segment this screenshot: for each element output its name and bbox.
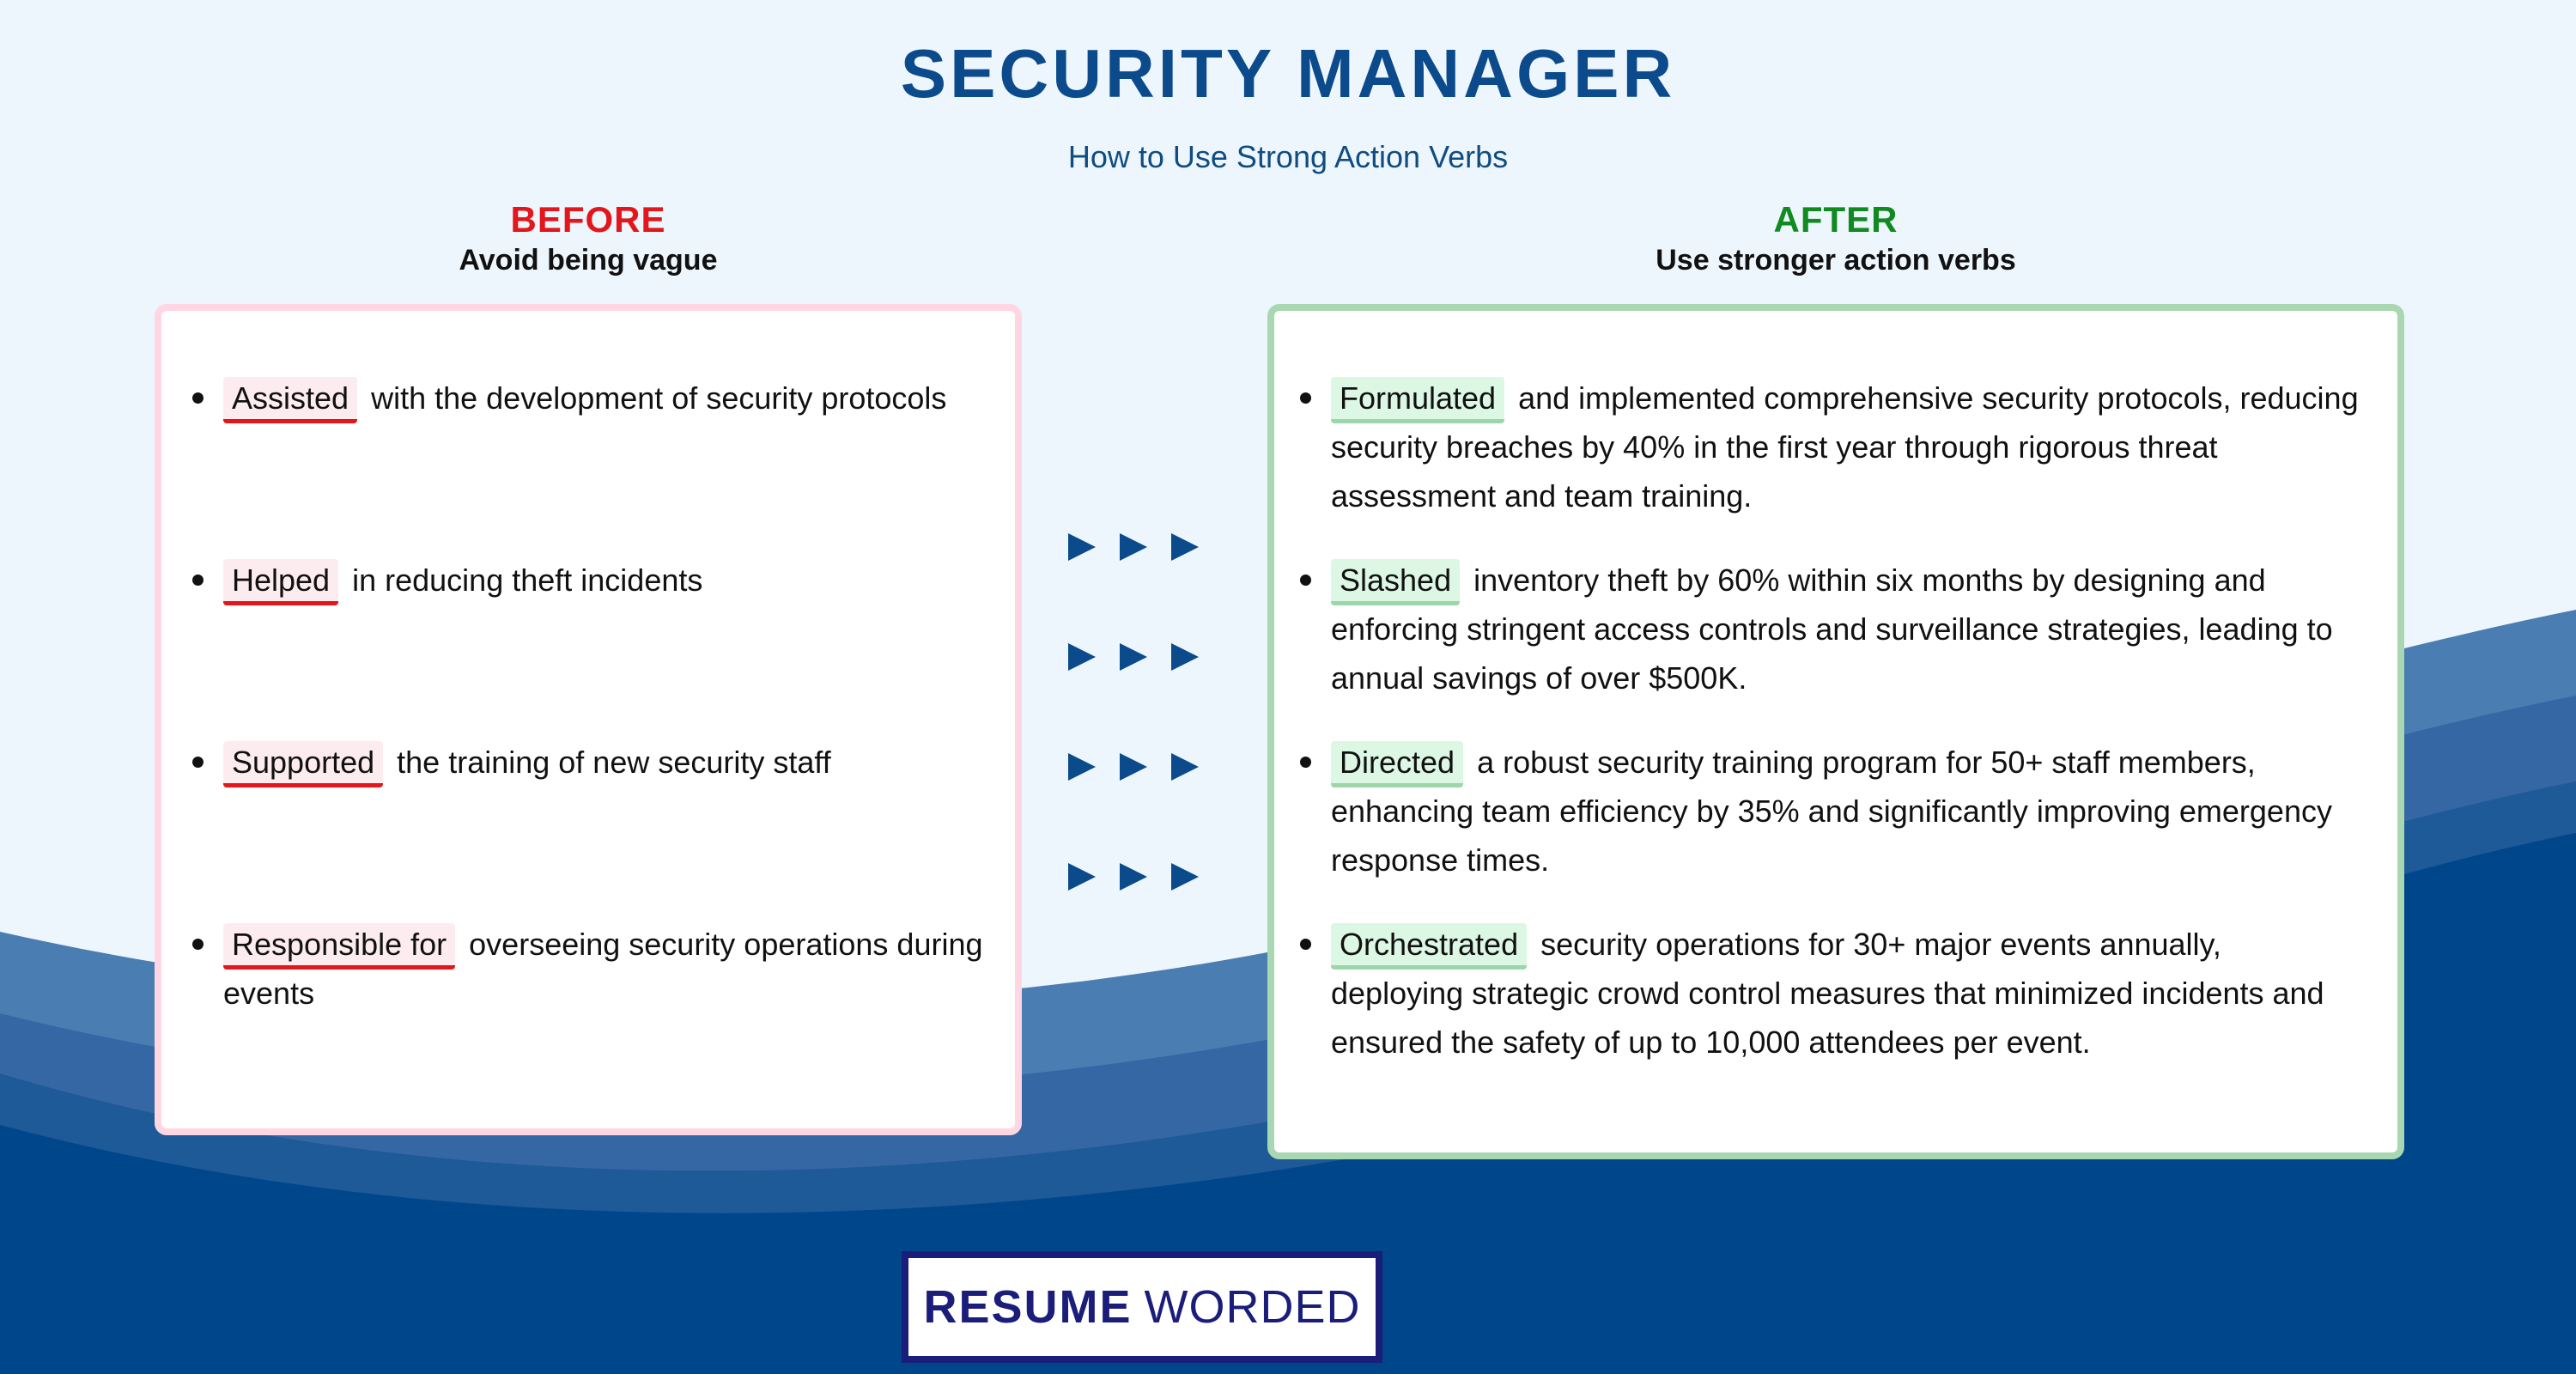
- arrow-right-icon: [1068, 533, 1096, 561]
- page-subtitle: How to Use Strong Action Verbs: [1067, 139, 1509, 174]
- logo-bold-text: RESUME: [923, 1281, 1133, 1333]
- after-item: [1331, 374, 2361, 520]
- after-header: [1269, 199, 2403, 277]
- item-text: inventory theft by 60% within six months by designing and enforcing stringent access controls and surveillance strategies, leading to annual savings of over $500K.: [1331, 562, 2333, 696]
- strong-verb: Orchestrated: [1331, 923, 1527, 970]
- arrow-right-icon: [1171, 533, 1199, 561]
- after-card: [1267, 304, 2404, 1159]
- item-text: security operations for 30+ major events annually, deploying strategic crowd control measures that minimized incidents and ensured the safety of up to 10,000 attendees per event.: [1331, 927, 2324, 1060]
- before-item: [223, 738, 1005, 787]
- arrow-right-icon: [1120, 643, 1147, 671]
- weak-verb: Supported: [223, 741, 383, 787]
- item-text: and implemented comprehensive security protocols, reducing security breaches by 40% in the first year through rigorous threat assessment and team training.: [1331, 380, 2359, 514]
- weak-verb: Helped: [223, 559, 338, 605]
- weak-verb: Responsible for: [223, 923, 455, 970]
- before-item: [223, 920, 1005, 1018]
- before-subheading: Avoid being vague: [459, 244, 718, 277]
- bullet-icon: [1300, 757, 1311, 768]
- item-text: with the development of security protocols: [371, 380, 947, 416]
- bullet-icon: [192, 757, 204, 768]
- arrow-row: [1061, 640, 1207, 674]
- strong-verb: Formulated: [1331, 377, 1504, 423]
- bullet-icon: [1300, 575, 1311, 586]
- before-item: [223, 374, 1005, 423]
- arrow-row: [1061, 530, 1207, 564]
- strong-verb: Slashed: [1331, 559, 1460, 605]
- arrow-right-icon: [1171, 643, 1199, 671]
- arrow-right-icon: [1120, 533, 1147, 561]
- before-card: [155, 304, 1022, 1135]
- strong-verb: Directed: [1331, 741, 1463, 787]
- after-item: [1331, 556, 2361, 702]
- arrow-right-icon: [1068, 753, 1096, 781]
- arrow-right-icon: [1068, 863, 1096, 891]
- before-item: [223, 556, 1005, 605]
- arrow-right-icon: [1171, 753, 1199, 781]
- item-text: overseeing security operations during events: [223, 927, 983, 1011]
- item-text: a robust security training program for 50+ staff members, enhancing team efficiency by 35% and significantly improving emergency response times.: [1331, 745, 2332, 878]
- arrow-right-icon: [1120, 753, 1147, 781]
- item-text: in reducing theft incidents: [352, 562, 703, 598]
- arrow-row: [1061, 750, 1207, 784]
- before-header: [155, 199, 1022, 277]
- after-item: [1331, 920, 2361, 1067]
- bullet-icon: [1300, 939, 1311, 950]
- bullet-icon: [1300, 392, 1311, 404]
- bullet-icon: [192, 575, 204, 586]
- after-item: [1331, 738, 2361, 885]
- before-heading: BEFORE: [510, 199, 666, 240]
- weak-verb: Assisted: [223, 377, 357, 423]
- arrow-right-icon: [1120, 863, 1147, 891]
- after-subheading: Use stronger action verbs: [1656, 244, 2016, 277]
- after-heading: AFTER: [1773, 199, 1899, 240]
- bullet-icon: [192, 392, 204, 404]
- arrow-right-icon: [1068, 643, 1096, 671]
- resume-worded-logo[interactable]: [902, 1251, 1382, 1363]
- bullet-icon: [192, 939, 204, 950]
- arrow-right-icon: [1171, 863, 1199, 891]
- item-text: the training of new security staff: [397, 745, 831, 780]
- logo-light-text: WORDED: [1144, 1281, 1361, 1333]
- page-title: SECURITY MANAGER: [900, 35, 1676, 112]
- arrow-row: [1061, 860, 1207, 894]
